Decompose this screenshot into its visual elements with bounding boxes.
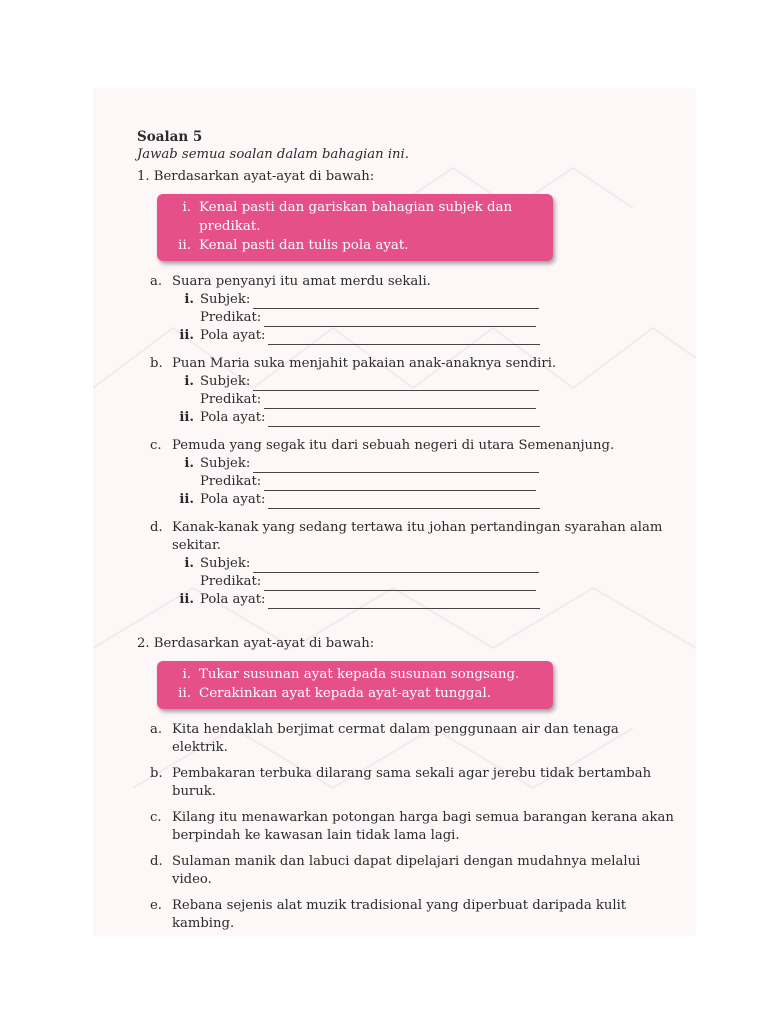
pola-ayat-label: Pola ayat: [200, 410, 266, 425]
question-2-item-a [150, 721, 677, 757]
roman-numeral: i. [184, 374, 194, 389]
pola-ayat-row [174, 591, 677, 609]
item-letter: a. [150, 722, 163, 737]
item-letter: a. [150, 274, 163, 289]
pola-ayat-answer-line[interactable] [268, 595, 540, 609]
instruction-row [169, 665, 543, 684]
item-letter: c. [150, 810, 162, 825]
item-sentence: Pemuda yang segak itu dari sebuah negeri di utara Semenanjung. [172, 438, 615, 453]
instruction-number: i. [182, 667, 191, 682]
item-sentence: Rebana sejenis alat muzik tradisional yang diperbuat daripada kulit kambing. [172, 898, 627, 931]
question-1-item-c [150, 437, 677, 509]
question-2-item-d [150, 853, 677, 889]
roman-numeral: i. [184, 556, 194, 571]
item-letter: b. [150, 766, 163, 781]
roman-numeral: ii. [179, 592, 194, 607]
item-sentence: Sulaman manik dan labuci dapat dipelajari dengan mudahnya melalui video. [172, 854, 641, 887]
question-2-item-c [150, 809, 677, 845]
predikat-row [174, 473, 677, 491]
subjek-answer-line[interactable] [253, 459, 539, 473]
instruction-text: Tukar susunan ayat kepada susunan songsang. [199, 667, 520, 682]
roman-numeral: i. [184, 292, 194, 307]
item-letter: c. [150, 438, 162, 453]
roman-numeral: ii. [179, 328, 194, 343]
item-letter: e. [150, 898, 162, 913]
item-sentence: Kanak-kanak yang sedang tertawa itu johan pertandingan syarahan alam sekitar. [172, 520, 663, 553]
worksheet-page [93, 88, 696, 936]
predikat-answer-line[interactable] [264, 577, 536, 591]
subjek-row [174, 291, 677, 309]
instruction-text: Kenal pasti dan tulis pola ayat. [199, 238, 409, 253]
subjek-label: Subjek: [200, 456, 251, 471]
question-1-heading: 1. Berdasarkan ayat-ayat di bawah: [137, 169, 375, 184]
item-sentence: Puan Maria suka menjahit pakaian anak-anaknya sendiri. [172, 356, 557, 371]
instruction-number: i. [182, 200, 191, 215]
pola-ayat-label: Pola ayat: [200, 492, 266, 507]
roman-numeral: ii. [179, 410, 194, 425]
question-1-instructions-box [157, 194, 553, 261]
instruction-number: ii. [178, 238, 191, 253]
predikat-label: Predikat: [200, 474, 262, 489]
predikat-answer-line[interactable] [264, 395, 536, 409]
question-2-item-b [150, 765, 677, 801]
pola-ayat-row [174, 409, 677, 427]
pola-ayat-answer-line[interactable] [268, 413, 540, 427]
instruction-row [169, 684, 543, 703]
question-1-item-d [150, 519, 677, 609]
item-letter: b. [150, 356, 163, 371]
question-1-item-b [150, 355, 677, 427]
question-2-list [150, 721, 677, 933]
item-sentence: Kilang itu menawarkan potongan harga bagi semua barangan kerana akan berpindah ke kawasan lain tidak lama lagi. [172, 810, 674, 843]
subjek-label: Subjek: [200, 292, 251, 307]
pola-ayat-row [174, 491, 677, 509]
instruction-text: Cerakinkan ayat kepada ayat-ayat tunggal. [199, 686, 492, 701]
subjek-answer-line[interactable] [253, 377, 539, 391]
pola-ayat-label: Pola ayat: [200, 592, 266, 607]
instruction-text: Kenal pasti dan gariskan bahagian subjek dan predikat. [199, 200, 513, 234]
section-instruction: Jawab semua soalan dalam bahagian ini. [137, 147, 409, 162]
predikat-label: Predikat: [200, 310, 262, 325]
item-sentence: Pembakaran terbuka dilarang sama sekali agar jerebu tidak bertambah buruk. [172, 766, 652, 799]
subjek-row [174, 373, 677, 391]
item-sentence: Kita hendaklah berjimat cermat dalam penggunaan air dan tenaga elektrik. [172, 722, 619, 755]
subjek-row [174, 555, 677, 573]
roman-numeral: ii. [179, 492, 194, 507]
subjek-row [174, 455, 677, 473]
pola-ayat-answer-line[interactable] [268, 495, 540, 509]
question-2-heading: 2. Berdasarkan ayat-ayat di bawah: [137, 636, 375, 651]
question-1-item-a [150, 273, 677, 345]
predikat-answer-line[interactable] [264, 313, 536, 327]
predikat-label: Predikat: [200, 392, 262, 407]
pola-ayat-answer-line[interactable] [268, 331, 540, 345]
instruction-number: ii. [178, 686, 191, 701]
section-title: Soalan 5 [137, 129, 203, 145]
question-2-instructions-box [157, 661, 553, 709]
subjek-label: Subjek: [200, 556, 251, 571]
subjek-answer-line[interactable] [253, 559, 539, 573]
pola-ayat-row [174, 327, 677, 345]
item-letter: d. [150, 520, 163, 535]
predikat-row [174, 573, 677, 591]
instruction-row [169, 236, 543, 255]
item-sentence: Suara penyanyi itu amat merdu sekali. [172, 274, 431, 289]
roman-numeral: i. [184, 456, 194, 471]
subjek-label: Subjek: [200, 374, 251, 389]
predikat-label: Predikat: [200, 574, 262, 589]
subjek-answer-line[interactable] [253, 295, 539, 309]
predikat-row [174, 391, 677, 409]
predikat-answer-line[interactable] [264, 477, 536, 491]
pola-ayat-label: Pola ayat: [200, 328, 266, 343]
item-letter: d. [150, 854, 163, 869]
predikat-row [174, 309, 677, 327]
instruction-row [169, 198, 543, 236]
question-2-item-e [150, 897, 677, 933]
worksheet-content [137, 128, 677, 941]
